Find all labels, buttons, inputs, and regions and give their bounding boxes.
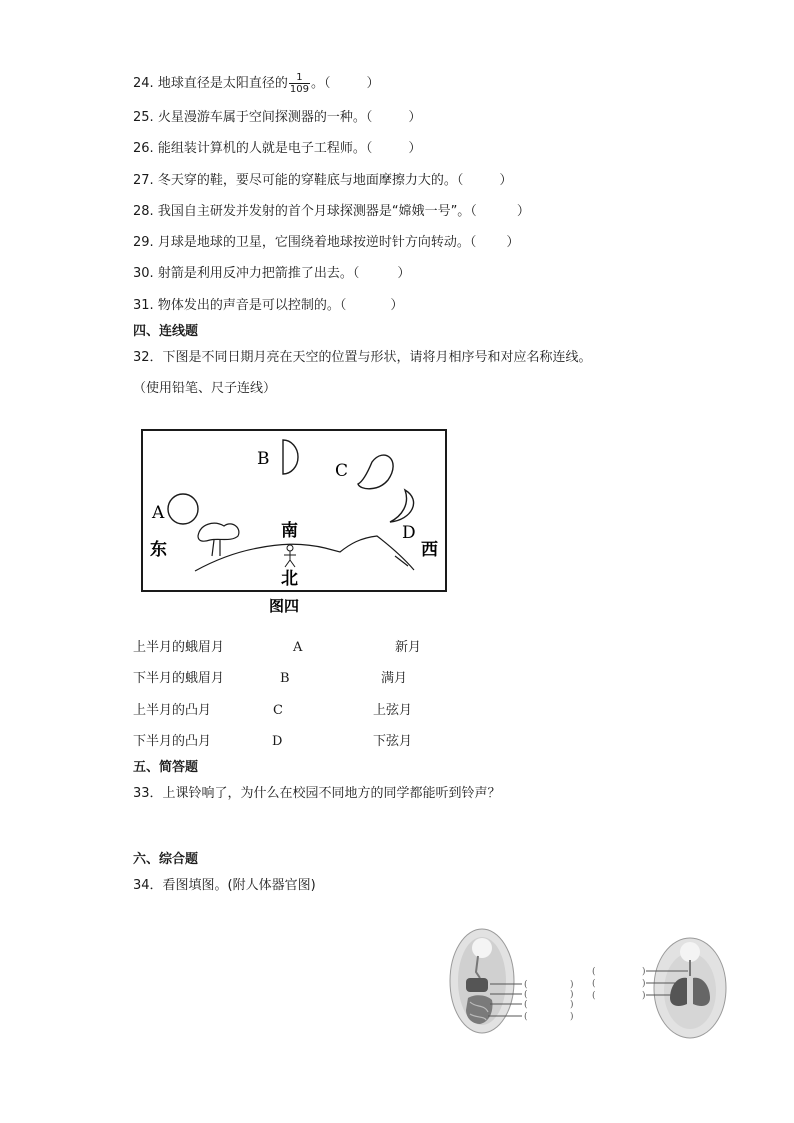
question-25 bbox=[133, 110, 421, 126]
figure-frame bbox=[142, 430, 446, 591]
question-29 bbox=[133, 235, 519, 251]
question-31 bbox=[133, 298, 403, 314]
q25-number: 25. bbox=[133, 110, 154, 125]
q29-close-paren: ） bbox=[506, 235, 520, 250]
q27-text: 冬天穿的鞋，要尽可能的穿鞋底与地面摩擦力大的。（ bbox=[157, 173, 464, 188]
svg-text:(: ( bbox=[592, 991, 596, 1001]
svg-text:): ) bbox=[570, 1000, 574, 1010]
question-24 bbox=[133, 72, 379, 95]
q24-text: 地球直径是太阳直径的 bbox=[157, 76, 288, 91]
q25-close-paren: ） bbox=[408, 110, 422, 125]
label-b: B bbox=[257, 449, 270, 469]
label-c: C bbox=[335, 461, 349, 481]
svg-text:): ) bbox=[642, 979, 646, 989]
match-right-1: 新月 bbox=[395, 640, 422, 655]
label-east: 东 bbox=[150, 540, 167, 560]
question-33: 33．上课铃响了，为什么在校园不同地方的同学都能听到铃声？ bbox=[133, 786, 501, 801]
question-27 bbox=[133, 173, 512, 189]
question-34: 34．看图填图。(附人体器官图) bbox=[133, 878, 316, 893]
q24-close-paren: ） bbox=[366, 76, 380, 91]
svg-text:): ) bbox=[642, 991, 646, 1001]
svg-text:(: ( bbox=[592, 979, 596, 989]
match-right-3: 上弦月 bbox=[373, 703, 413, 718]
fraction-denominator: 109 bbox=[289, 84, 309, 95]
answer-brackets bbox=[524, 979, 574, 1022]
section-title-6: 六、综合题 bbox=[133, 852, 199, 867]
q26-close-paren: ） bbox=[408, 141, 422, 156]
match-left-3: 上半月的凸月 bbox=[133, 703, 212, 718]
q28-number: 28. bbox=[133, 204, 154, 219]
q26-text: 能组装计算机的人就是电子工程师。（ bbox=[157, 141, 373, 156]
question-32: 32．下图是不同日期月亮在天空的位置与形状，请将月相序号和对应名称连线。 bbox=[133, 350, 592, 365]
svg-text:(: ( bbox=[524, 1000, 528, 1010]
q27-number: 27. bbox=[133, 173, 154, 188]
q27-close-paren: ） bbox=[499, 173, 513, 188]
match-right-4: 下弦月 bbox=[373, 734, 413, 749]
svg-text:): ) bbox=[570, 980, 574, 990]
match-left-4: 下半月的凸月 bbox=[133, 734, 212, 749]
match-middle-b: B bbox=[280, 671, 290, 686]
q28-text: 我国自主研发并发射的首个月球探测器是“嫦娥一号”。（ bbox=[157, 204, 477, 219]
moon-phase-figure bbox=[140, 428, 450, 618]
label-west: 西 bbox=[421, 540, 438, 560]
match-middle-a: A bbox=[293, 640, 303, 655]
q29-text: 月球是地球的卫星，它围绕着地球按逆时针方向转动。（ bbox=[157, 235, 477, 250]
q28-close-paren: ） bbox=[516, 204, 530, 219]
svg-text:(: ( bbox=[592, 967, 596, 977]
section-title-5: 五、简答题 bbox=[133, 760, 199, 775]
answer-brackets bbox=[592, 966, 646, 1001]
svg-text:): ) bbox=[570, 990, 574, 1000]
match-left-2: 下半月的蛾眉月 bbox=[133, 671, 225, 686]
q24-number: 24. bbox=[133, 76, 154, 91]
question-32-note: （使用铅笔、尺子连线） bbox=[133, 381, 277, 396]
liver-shape bbox=[466, 978, 488, 992]
section-title-4: 四、连线题 bbox=[133, 324, 199, 339]
match-right-2: 满月 bbox=[381, 671, 408, 686]
svg-text:): ) bbox=[570, 1012, 574, 1022]
question-28 bbox=[133, 204, 530, 220]
q29-number: 29. bbox=[133, 235, 154, 250]
match-left-1: 上半月的蛾眉月 bbox=[133, 640, 225, 655]
svg-text:(: ( bbox=[524, 980, 528, 990]
label-a: A bbox=[152, 503, 165, 523]
q24-open-paren: 。（ bbox=[310, 76, 331, 91]
label-north: 北 bbox=[281, 569, 298, 589]
svg-text:(: ( bbox=[524, 1012, 528, 1022]
question-30 bbox=[133, 266, 410, 282]
svg-text:(: ( bbox=[524, 990, 528, 1000]
q30-number: 30. bbox=[133, 266, 154, 281]
fraction-1-109 bbox=[289, 72, 310, 95]
figure-caption: 图四 bbox=[269, 597, 300, 615]
q30-text: 射箭是利用反冲力把箭推了出去。（ bbox=[157, 266, 360, 281]
fraction-numerator: 1 bbox=[289, 72, 310, 84]
q31-close-paren: ） bbox=[390, 298, 404, 313]
digestive-system-diagram bbox=[446, 928, 586, 1038]
q30-close-paren: ） bbox=[397, 266, 411, 281]
svg-text:): ) bbox=[642, 967, 646, 977]
q31-number: 31. bbox=[133, 298, 154, 313]
label-d: D bbox=[402, 523, 416, 543]
question-26 bbox=[133, 141, 421, 157]
match-middle-c: C bbox=[273, 703, 283, 718]
q26-number: 26. bbox=[133, 141, 154, 156]
match-middle-d: D bbox=[272, 734, 283, 749]
respiratory-system-diagram bbox=[590, 936, 730, 1041]
q31-text: 物体发出的声音是可以控制的。（ bbox=[157, 298, 347, 313]
q25-text: 火星漫游车属于空间探测器的一种。（ bbox=[157, 110, 373, 125]
label-south: 南 bbox=[281, 521, 298, 541]
